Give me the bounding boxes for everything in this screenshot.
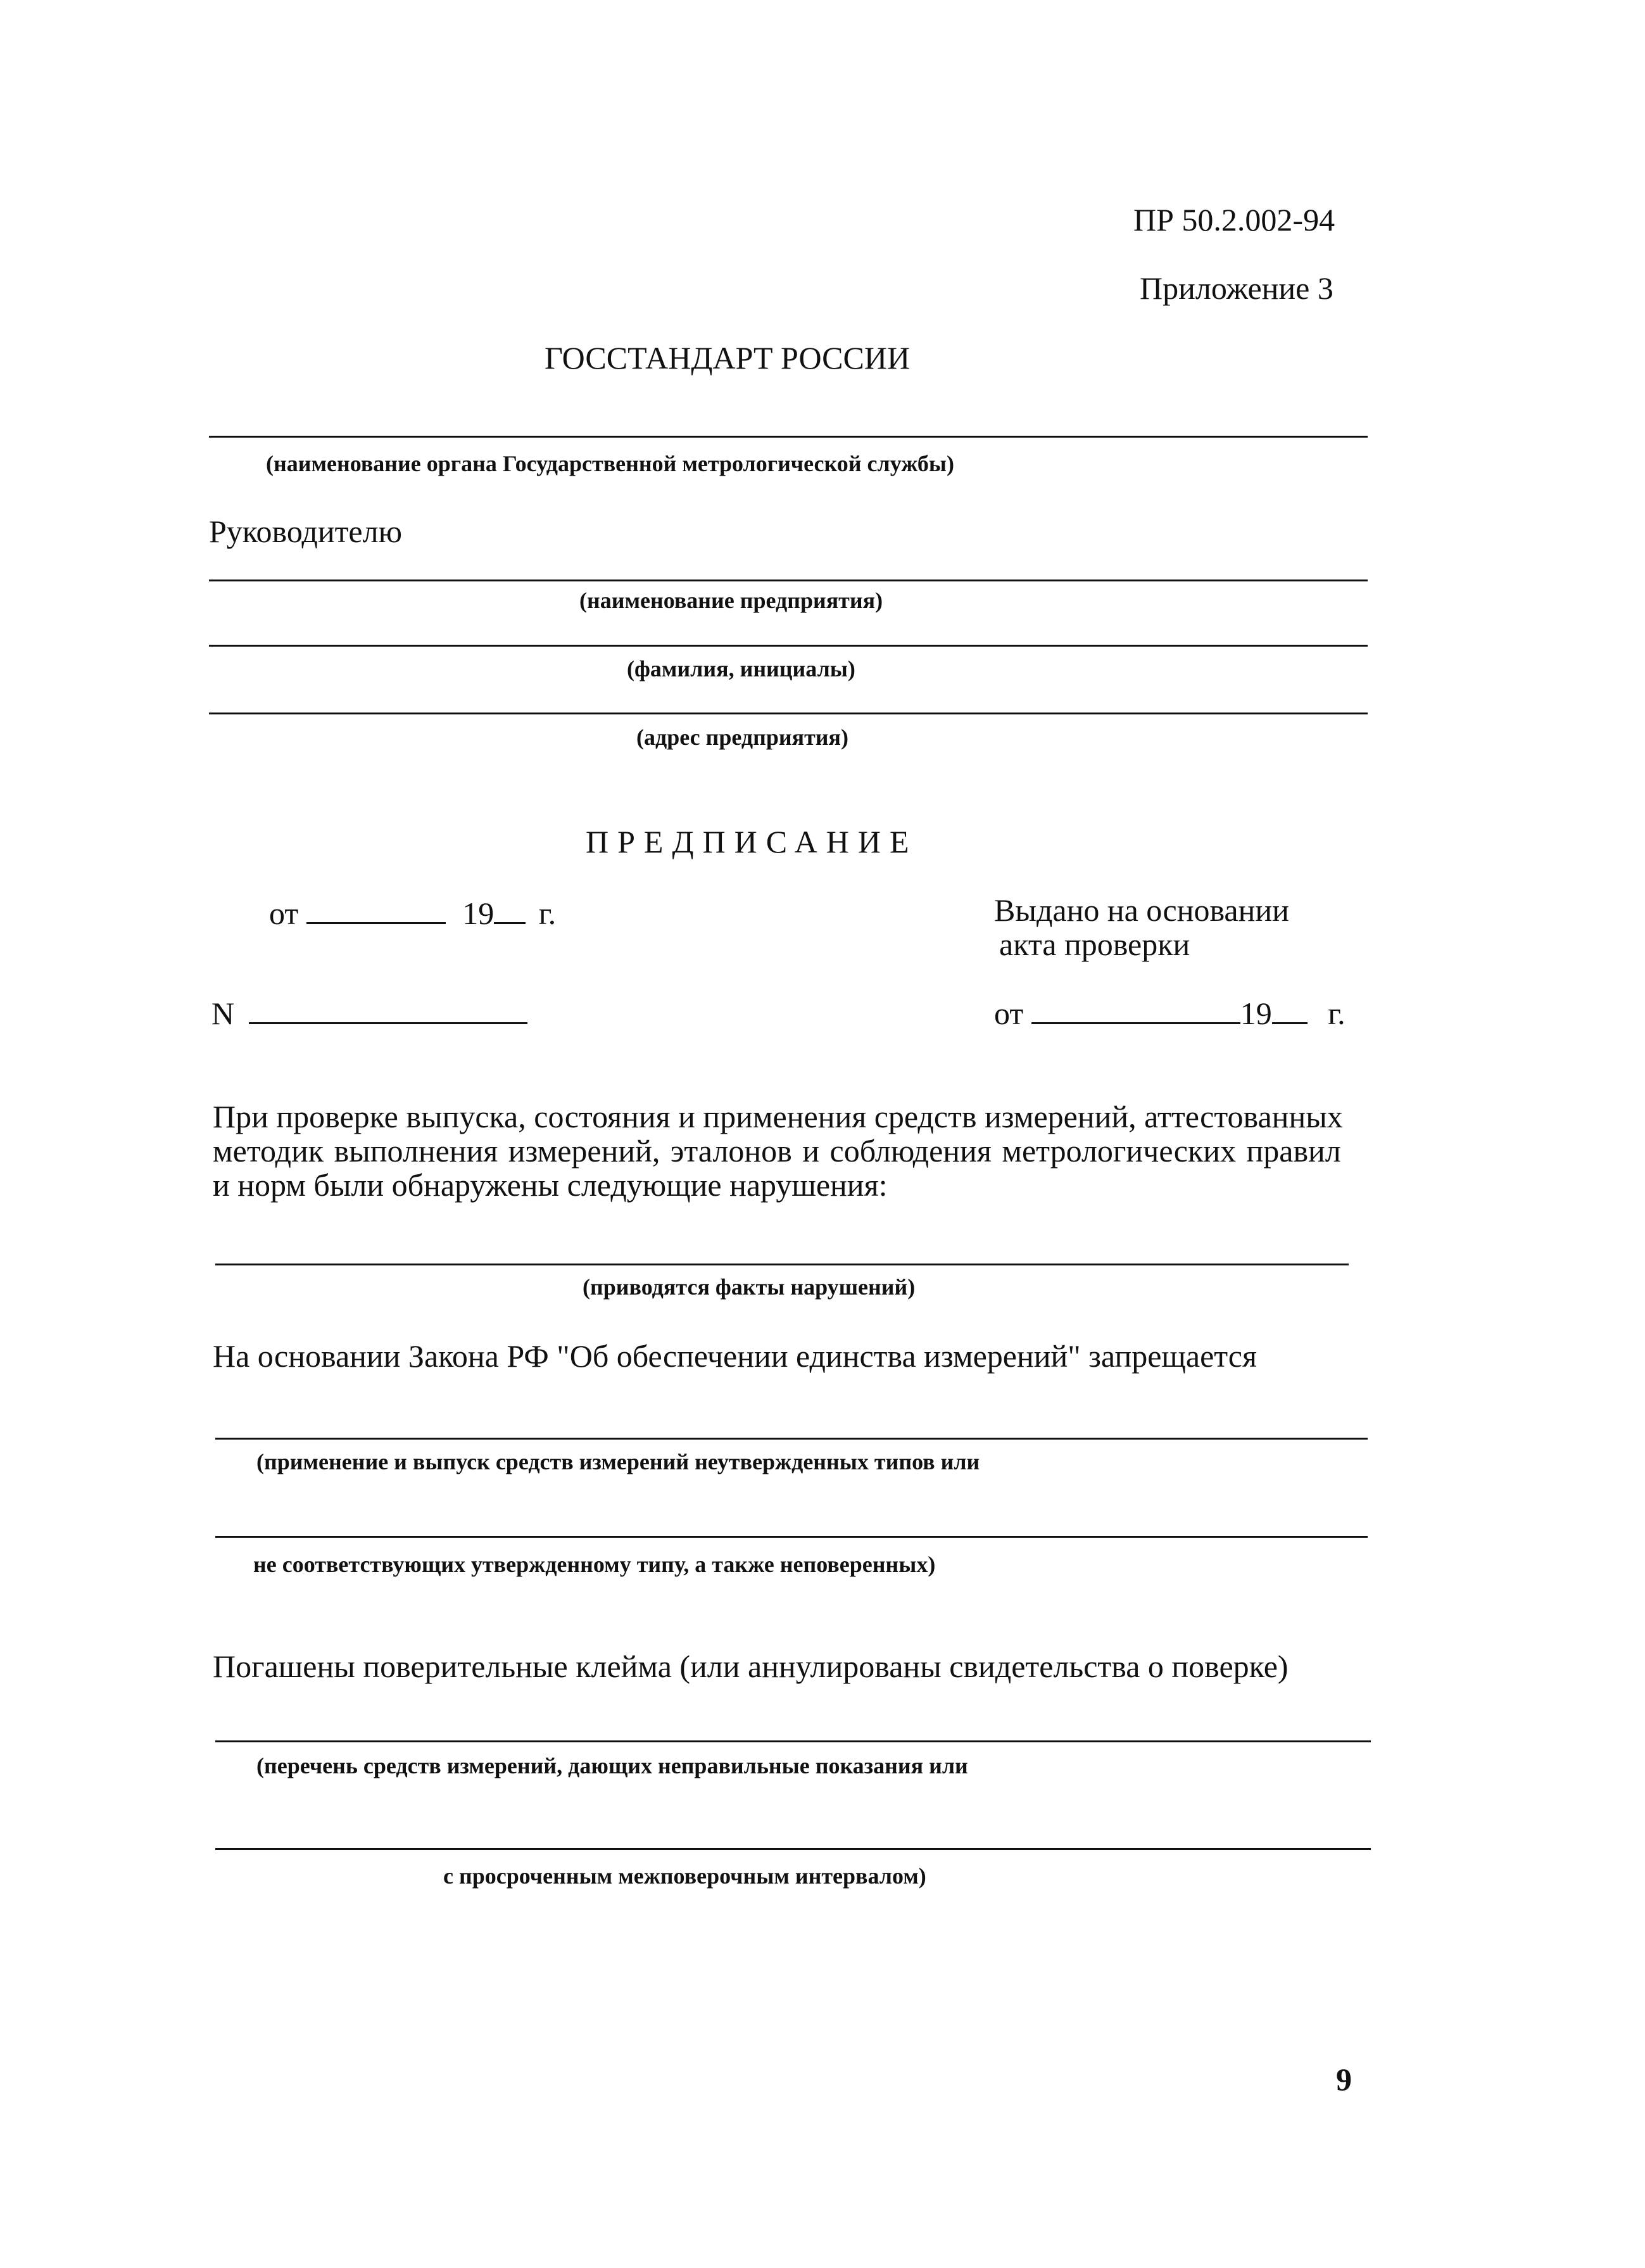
appendix-label: Приложение 3 <box>1140 270 1333 306</box>
addressee-label: Руководителю <box>209 514 402 549</box>
inspection-paragraph-line3: и норм были обнаружены следующие нарушения: <box>213 1167 888 1203</box>
name-line <box>209 645 1368 647</box>
order-number-blank <box>249 994 527 1024</box>
act-date <box>994 994 1346 1029</box>
order-title: ПРЕДПИСАНИЕ <box>586 824 918 859</box>
instruments-caption-2: с просроченным межповерочным интервалом) <box>443 1863 926 1889</box>
address-caption: (адрес предприятия) <box>636 725 848 750</box>
org-body-caption: (наименование органа Государственной метрологической службы) <box>266 451 954 476</box>
order-year-suffix: г. <box>538 896 557 931</box>
instruments-caption-1: (перечень средств измерений, дающих неправильные показания или <box>256 1753 968 1778</box>
act-from-label: от <box>994 996 1024 1031</box>
violations-line <box>215 1264 1349 1265</box>
order-date-blank <box>306 894 446 924</box>
violations-caption: (приводятся факты нарушений) <box>583 1274 916 1300</box>
order-number <box>211 994 527 1029</box>
issued-basis-line1: Выдано на основании <box>994 892 1289 928</box>
inspection-paragraph-line1: При проверке выпуска, состояния и применения средств измерений, аттестованных <box>213 1099 1343 1134</box>
order-number-label: N <box>211 996 235 1031</box>
act-year-blank <box>1272 994 1308 1024</box>
act-year-prefix: 19 <box>1240 996 1272 1031</box>
order-from-label: от <box>269 896 299 931</box>
enterprise-line <box>209 580 1368 581</box>
order-date <box>269 894 556 929</box>
name-caption: (фамилия, инициалы) <box>627 656 855 681</box>
inspection-paragraph-line2: методик выполнения измерений, эталонов и соблюдения метрологических правил <box>213 1133 1341 1169</box>
prohibited-caption-2: не соответствующих утвержденному типу, а также неповеренных) <box>253 1552 936 1577</box>
address-line <box>209 713 1368 714</box>
instruments-line-1 <box>215 1740 1371 1742</box>
prohibited-caption-1: (применение и выпуск средств измерений неутвержденных типов или <box>256 1449 980 1474</box>
prohibited-line-2 <box>215 1536 1368 1538</box>
act-date-blank <box>1031 994 1240 1024</box>
enterprise-caption: (наименование предприятия) <box>579 588 883 613</box>
page-number: 9 <box>1336 2062 1352 2097</box>
instruments-line-2 <box>215 1848 1371 1850</box>
stamps-cancelled-text: Погашены поверительные клейма (или аннулированы свидетельства о поверке) <box>213 1649 1289 1684</box>
act-year-suffix: г. <box>1328 996 1346 1031</box>
org-body-line <box>209 436 1368 438</box>
org-title: ГОССТАНДАРТ РОССИИ <box>545 340 911 376</box>
law-prohibition-text: На основании Закона РФ "Об обеспечении единства измерений" запрещается <box>213 1338 1257 1374</box>
document-number: ПР 50.2.002-94 <box>1133 202 1335 238</box>
order-year-blank <box>494 894 526 924</box>
issued-basis-line2: акта проверки <box>999 927 1190 962</box>
prohibited-line-1 <box>215 1438 1368 1440</box>
order-year-prefix: 19 <box>462 896 495 931</box>
